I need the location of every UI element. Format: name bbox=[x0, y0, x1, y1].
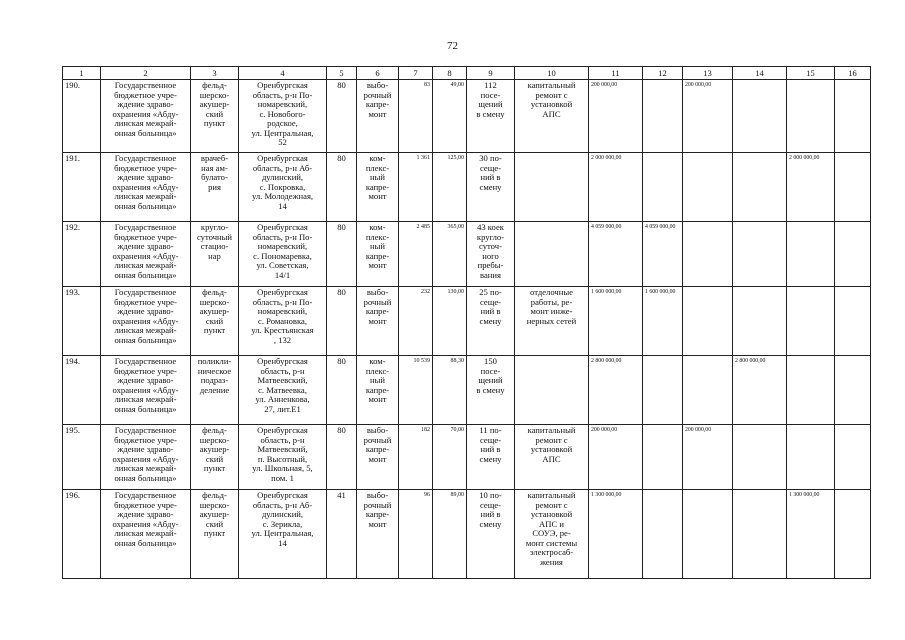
area-value: 182 bbox=[399, 425, 433, 490]
cost-col-14: 2 800 000,00 bbox=[733, 356, 787, 425]
row-number: 190. bbox=[63, 80, 101, 153]
page-number: 72 bbox=[447, 40, 458, 52]
total-cost: 200 000,00 bbox=[589, 80, 643, 153]
cost-col-15: 2 000 000,00 bbox=[787, 153, 835, 222]
cost-col-14 bbox=[733, 153, 787, 222]
table-row bbox=[63, 80, 871, 153]
area-value: 83 bbox=[399, 80, 433, 153]
facility-type: фельд- шерско- акушер- ский пункт bbox=[191, 490, 239, 579]
work-description: капитальный ремонт с установкой АПС и СОУЭ, ре- монт системы электросаб- жения bbox=[515, 490, 589, 579]
total-cost: 4 059 000,00 bbox=[589, 222, 643, 287]
cost-col-14 bbox=[733, 222, 787, 287]
table-row bbox=[63, 490, 871, 579]
build-year: 41 bbox=[327, 490, 357, 579]
build-year: 80 bbox=[327, 287, 357, 356]
column-header: 2 bbox=[101, 67, 191, 80]
cost-col-12 bbox=[643, 153, 683, 222]
cost-col-16 bbox=[835, 153, 871, 222]
column-header: 5 bbox=[327, 67, 357, 80]
cost-col-16 bbox=[835, 490, 871, 579]
column-header: 15 bbox=[787, 67, 835, 80]
column-8-value: 88,30 bbox=[433, 356, 467, 425]
cost-col-15 bbox=[787, 287, 835, 356]
work-description bbox=[515, 153, 589, 222]
total-cost: 1 300 000,00 bbox=[589, 490, 643, 579]
facility-type: фельд- шерско- акушер- ский пункт bbox=[191, 287, 239, 356]
cost-col-14 bbox=[733, 425, 787, 490]
build-year: 80 bbox=[327, 425, 357, 490]
cost-col-15 bbox=[787, 80, 835, 153]
build-year: 80 bbox=[327, 222, 357, 287]
organization-name: Государственное бюджетное учре- ждение здраво- охранения «Абду- линская межрай- онная больница» bbox=[101, 80, 191, 153]
facility-type: фельд- шерско- акушер- ский пункт bbox=[191, 425, 239, 490]
work-type: выбо- рочный капре- монт bbox=[357, 287, 399, 356]
facility-address: Оренбургская область, р-н Аб- дулинский, с. Покровка, ул. Молодежная, 14 bbox=[239, 153, 327, 222]
organization-name: Государственное бюджетное учре- ждение здраво- охранения «Абду- линская межрай- онная больница» bbox=[101, 222, 191, 287]
column-header: 16 bbox=[835, 67, 871, 80]
cost-col-12 bbox=[643, 356, 683, 425]
column-8-value: 365,00 bbox=[433, 222, 467, 287]
work-type: выбо- рочный капре- монт bbox=[357, 490, 399, 579]
facility-address: Оренбургская область, р-н По- номаревский, с. Новобого- родское, ул. Центральная, 52 bbox=[239, 80, 327, 153]
column-number-row bbox=[63, 67, 871, 80]
work-type: ком- плекс- ный капре- монт bbox=[357, 222, 399, 287]
cost-col-16 bbox=[835, 222, 871, 287]
column-header: 8 bbox=[433, 67, 467, 80]
organization-name: Государственное бюджетное учре- ждение здраво- охранения «Абду- линская межрай- онная больница» bbox=[101, 425, 191, 490]
cost-col-16 bbox=[835, 356, 871, 425]
facility-type: врачеб- ная ам- булато- рия bbox=[191, 153, 239, 222]
row-number: 196. bbox=[63, 490, 101, 579]
column-header: 4 bbox=[239, 67, 327, 80]
table-row bbox=[63, 425, 871, 490]
column-header: 7 bbox=[399, 67, 433, 80]
row-number: 192. bbox=[63, 222, 101, 287]
organization-name: Государственное бюджетное учре- ждение здраво- охранения «Абду- линская межрай- онная больница» bbox=[101, 356, 191, 425]
capacity: 11 по- сеще- ний в смену bbox=[467, 425, 515, 490]
build-year: 80 bbox=[327, 80, 357, 153]
capacity: 30 по- сеще- ний в смену bbox=[467, 153, 515, 222]
row-number: 195. bbox=[63, 425, 101, 490]
cost-col-13 bbox=[683, 356, 733, 425]
column-8-value: 49,00 bbox=[433, 80, 467, 153]
facility-address: Оренбургская область, р-н По- номаревский, с. Романовка, ул. Крестьянская , 132 bbox=[239, 287, 327, 356]
row-number: 194. bbox=[63, 356, 101, 425]
total-cost: 2 800 000,00 bbox=[589, 356, 643, 425]
table-row bbox=[63, 153, 871, 222]
column-header: 12 bbox=[643, 67, 683, 80]
column-header: 1 bbox=[63, 67, 101, 80]
total-cost: 200 000,00 bbox=[589, 425, 643, 490]
table-row bbox=[63, 356, 871, 425]
column-header: 13 bbox=[683, 67, 733, 80]
cost-col-12: 1 600 000,00 bbox=[643, 287, 683, 356]
table-row bbox=[63, 287, 871, 356]
facility-address: Оренбургская область, р-н Матвеевский, п. Высотный, ул. Школьная, 5, пом. 1 bbox=[239, 425, 327, 490]
capacity: 43 коек кругло- суточ- ного пребы- вания bbox=[467, 222, 515, 287]
column-header: 9 bbox=[467, 67, 515, 80]
facility-type: кругло- суточный стацио- нар bbox=[191, 222, 239, 287]
capacity: 112 посе- щений в смену bbox=[467, 80, 515, 153]
work-description: капитальный ремонт с установкой АПС bbox=[515, 80, 589, 153]
column-8-value: 70,00 bbox=[433, 425, 467, 490]
facility-address: Оренбургская область, р-н По- номаревский, с. Пономаревка, ул. Советская, 14/1 bbox=[239, 222, 327, 287]
organization-name: Государственное бюджетное учре- ждение здраво- охранения «Абду- линская межрай- онная больница» bbox=[101, 153, 191, 222]
work-type: выбо- рочный капре- монт bbox=[357, 425, 399, 490]
cost-col-15 bbox=[787, 356, 835, 425]
cost-col-16 bbox=[835, 287, 871, 356]
cost-col-14 bbox=[733, 287, 787, 356]
area-value: 96 bbox=[399, 490, 433, 579]
area-value: 2 485 bbox=[399, 222, 433, 287]
cost-col-16 bbox=[835, 80, 871, 153]
cost-col-13 bbox=[683, 153, 733, 222]
row-number: 193. bbox=[63, 287, 101, 356]
facility-address: Оренбургская область, р-н Аб- дулинский, с. Зерикла, ул. Центральная, 14 bbox=[239, 490, 327, 579]
cost-col-13 bbox=[683, 490, 733, 579]
area-value: 10 539 bbox=[399, 356, 433, 425]
cost-col-15: 1 300 000,00 bbox=[787, 490, 835, 579]
capacity: 25 по- сеще- ний в смену bbox=[467, 287, 515, 356]
work-type: выбо- рочный капре- монт bbox=[357, 80, 399, 153]
work-description bbox=[515, 356, 589, 425]
column-header: 11 bbox=[589, 67, 643, 80]
work-type: ком- плекс- ный капре- монт bbox=[357, 153, 399, 222]
cost-col-16 bbox=[835, 425, 871, 490]
cost-col-12 bbox=[643, 490, 683, 579]
cost-col-13 bbox=[683, 287, 733, 356]
column-8-value: 89,00 bbox=[433, 490, 467, 579]
cost-col-13 bbox=[683, 222, 733, 287]
column-header: 3 bbox=[191, 67, 239, 80]
build-year: 80 bbox=[327, 356, 357, 425]
column-header: 10 bbox=[515, 67, 589, 80]
column-8-value: 130,00 bbox=[433, 287, 467, 356]
capacity: 10 по- сеще- ний в смену bbox=[467, 490, 515, 579]
cost-col-13: 200 000,00 bbox=[683, 80, 733, 153]
total-cost: 1 600 000,00 bbox=[589, 287, 643, 356]
total-cost: 2 000 000,00 bbox=[589, 153, 643, 222]
column-header: 6 bbox=[357, 67, 399, 80]
work-type: ком- плекс- ный капре- монт bbox=[357, 356, 399, 425]
cost-col-14 bbox=[733, 490, 787, 579]
cost-col-14 bbox=[733, 80, 787, 153]
organization-name: Государственное бюджетное учре- ждение здраво- охранения «Абду- линская межрай- онная больница» bbox=[101, 490, 191, 579]
area-value: 232 bbox=[399, 287, 433, 356]
facility-type: поликли- ническое подраз- деление bbox=[191, 356, 239, 425]
work-description bbox=[515, 222, 589, 287]
cost-col-13: 200 000,00 bbox=[683, 425, 733, 490]
facility-type: фельд- шерско- акушер- ский пункт bbox=[191, 80, 239, 153]
area-value: 1 361 bbox=[399, 153, 433, 222]
cost-col-12 bbox=[643, 425, 683, 490]
cost-col-15 bbox=[787, 222, 835, 287]
work-description: капитальный ремонт с установкой АПС bbox=[515, 425, 589, 490]
cost-col-12: 4 059 000,00 bbox=[643, 222, 683, 287]
capacity: 150 посе- щений в смену bbox=[467, 356, 515, 425]
cost-col-15 bbox=[787, 425, 835, 490]
table-row bbox=[63, 222, 871, 287]
work-description: отделочные работы, ре- монт инже- нерных сетей bbox=[515, 287, 589, 356]
facility-address: Оренбургская область, р-н Матвеевский, с. Матвеевка, ул. Анненкова, 27, лит.Е1 bbox=[239, 356, 327, 425]
build-year: 80 bbox=[327, 153, 357, 222]
column-8-value: 125,00 bbox=[433, 153, 467, 222]
cost-col-12 bbox=[643, 80, 683, 153]
row-number: 191. bbox=[63, 153, 101, 222]
column-header: 14 bbox=[733, 67, 787, 80]
organization-name: Государственное бюджетное учре- ждение здраво- охранения «Абду- линская межрай- онная больница» bbox=[101, 287, 191, 356]
facilities-table bbox=[62, 66, 871, 579]
